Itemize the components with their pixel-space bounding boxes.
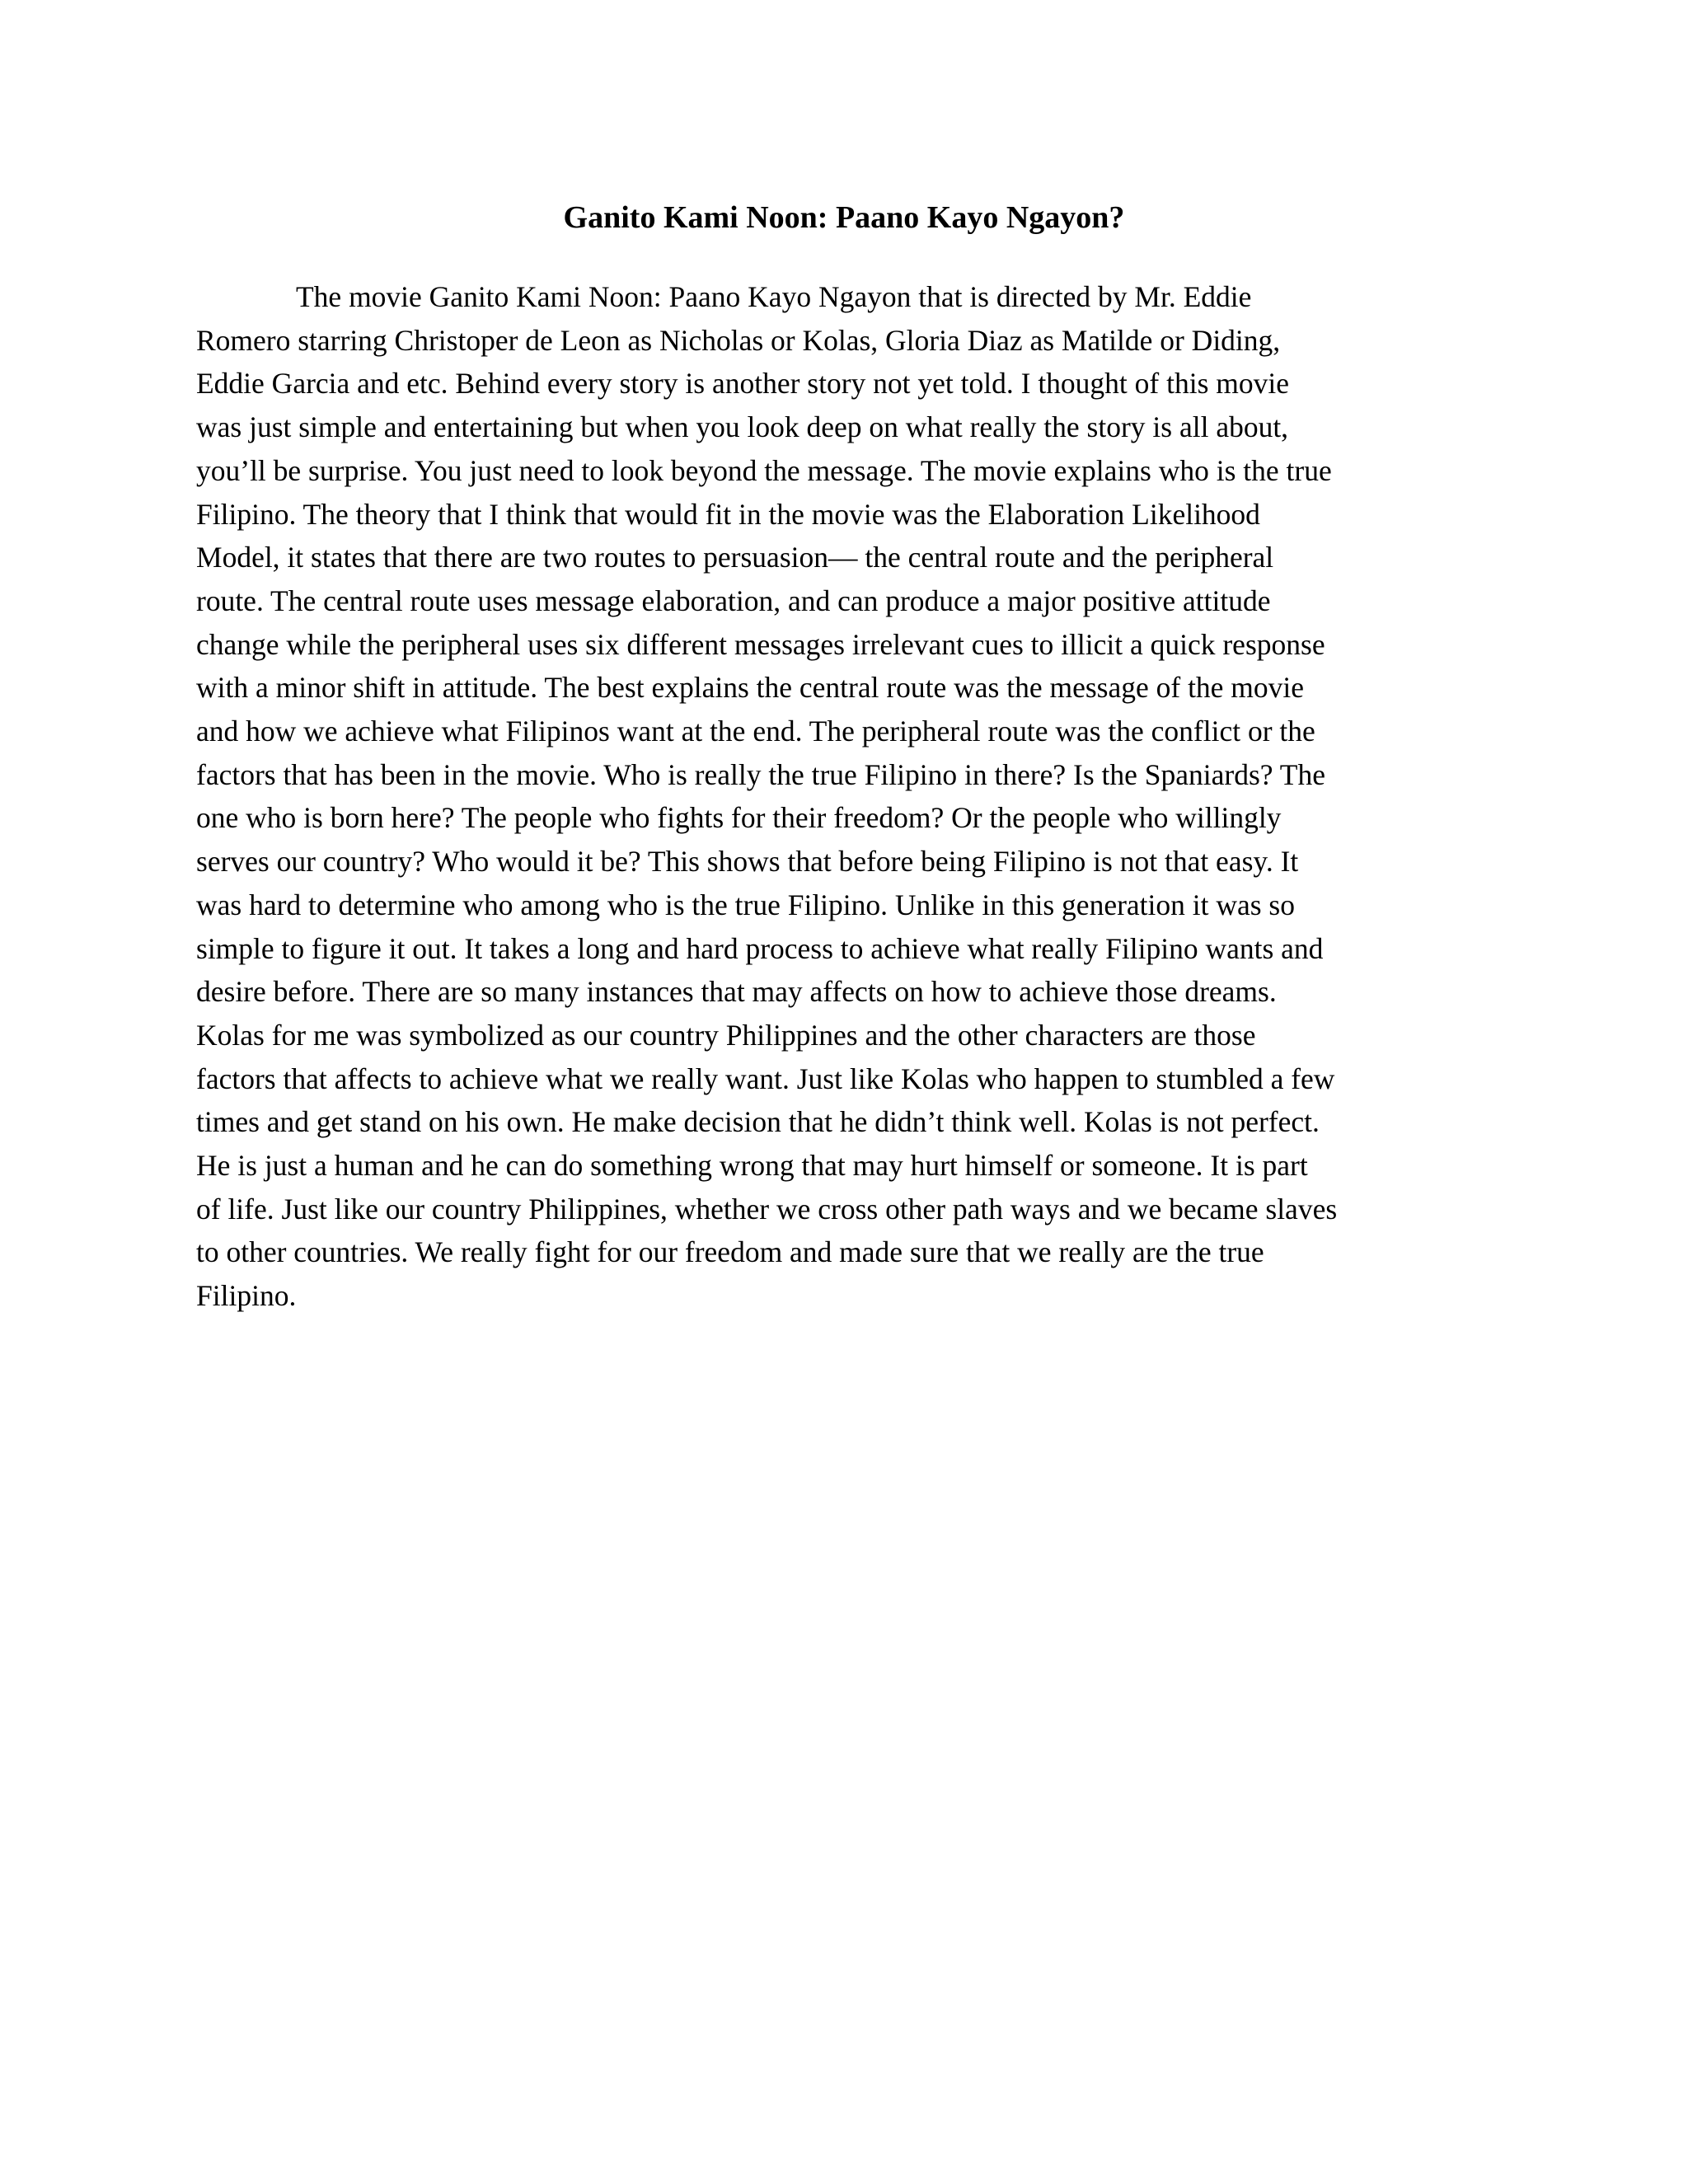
document-body	[196, 275, 1492, 1318]
body-line: times and get stand on his own. He make decision that he didn’t think well. Kolas is not perfect.	[196, 1105, 1320, 1139]
body-line: with a minor shift in attitude. The best explains the central route was the message of the movie	[196, 671, 1305, 705]
body-line: you’ll be surprise. You just need to look beyond the message. The movie explains who is the true	[196, 453, 1332, 487]
body-line: serves our country? Who would it be? This shows that before being Filipino is not that easy. It	[196, 845, 1299, 879]
body-line: route. The central route uses message elaboration, and can produce a major positive attitude	[196, 583, 1271, 617]
body-line: The movie Ganito Kami Noon: Paano Kayo Ngayon that is directed by Mr. Eddie	[296, 280, 1252, 313]
body-line: and how we achieve what Filipinos want at the end. The peripheral route was the conflict or the	[196, 715, 1315, 748]
body-line: one who is born here? The people who fights for their freedom? Or the people who willingly	[196, 801, 1282, 835]
body-line: He is just a human and he can do something wrong that may hurt himself or someone. It is part	[196, 1149, 1308, 1183]
body-line: Filipino.	[196, 1279, 297, 1313]
body-line: factors that has been in the movie. Who is really the true Filipino in there? Is the Spaniards? The	[196, 757, 1325, 791]
body-line: simple to figure it out. It takes a long and hard process to achieve what really Filipino wants and	[196, 931, 1324, 965]
body-line: factors that affects to achieve what we really want. Just like Kolas who happen to stumbled a few	[196, 1062, 1335, 1095]
body-line: change while the peripheral uses six different messages irrelevant cues to illicit a quick response	[196, 627, 1325, 661]
body-line: of life. Just like our country Philippines, whether we cross other path ways and we became slaves	[196, 1192, 1338, 1226]
body-line: to other countries. We really fight for our freedom and made sure that we really are the true	[196, 1235, 1264, 1269]
body-line: Eddie Garcia and etc. Behind every story is another story not yet told. I thought of this movie	[196, 367, 1290, 401]
body-line: desire before. There are so many instances that may affects on how to achieve those dreams.	[196, 975, 1277, 1009]
body-line: Filipino. The theory that I think that would fit in the movie was the Elaboration Likelihood	[196, 497, 1260, 531]
document-title: Ganito Kami Noon: Paano Kayo Ngayon?	[563, 200, 1125, 235]
body-line: Model, it states that there are two routes to persuasion— the central route and the peripheral	[196, 541, 1274, 574]
body-line: Kolas for me was symbolized as our country Philippines and the other characters are those	[196, 1018, 1256, 1052]
body-line: Romero starring Christoper de Leon as Nicholas or Kolas, Gloria Diaz as Matilde or Diding,	[196, 323, 1281, 357]
body-line: was hard to determine who among who is the true Filipino. Unlike in this generation it was so	[196, 888, 1296, 921]
body-line: was just simple and entertaining but when you look deep on what really the story is all about,	[196, 410, 1289, 444]
